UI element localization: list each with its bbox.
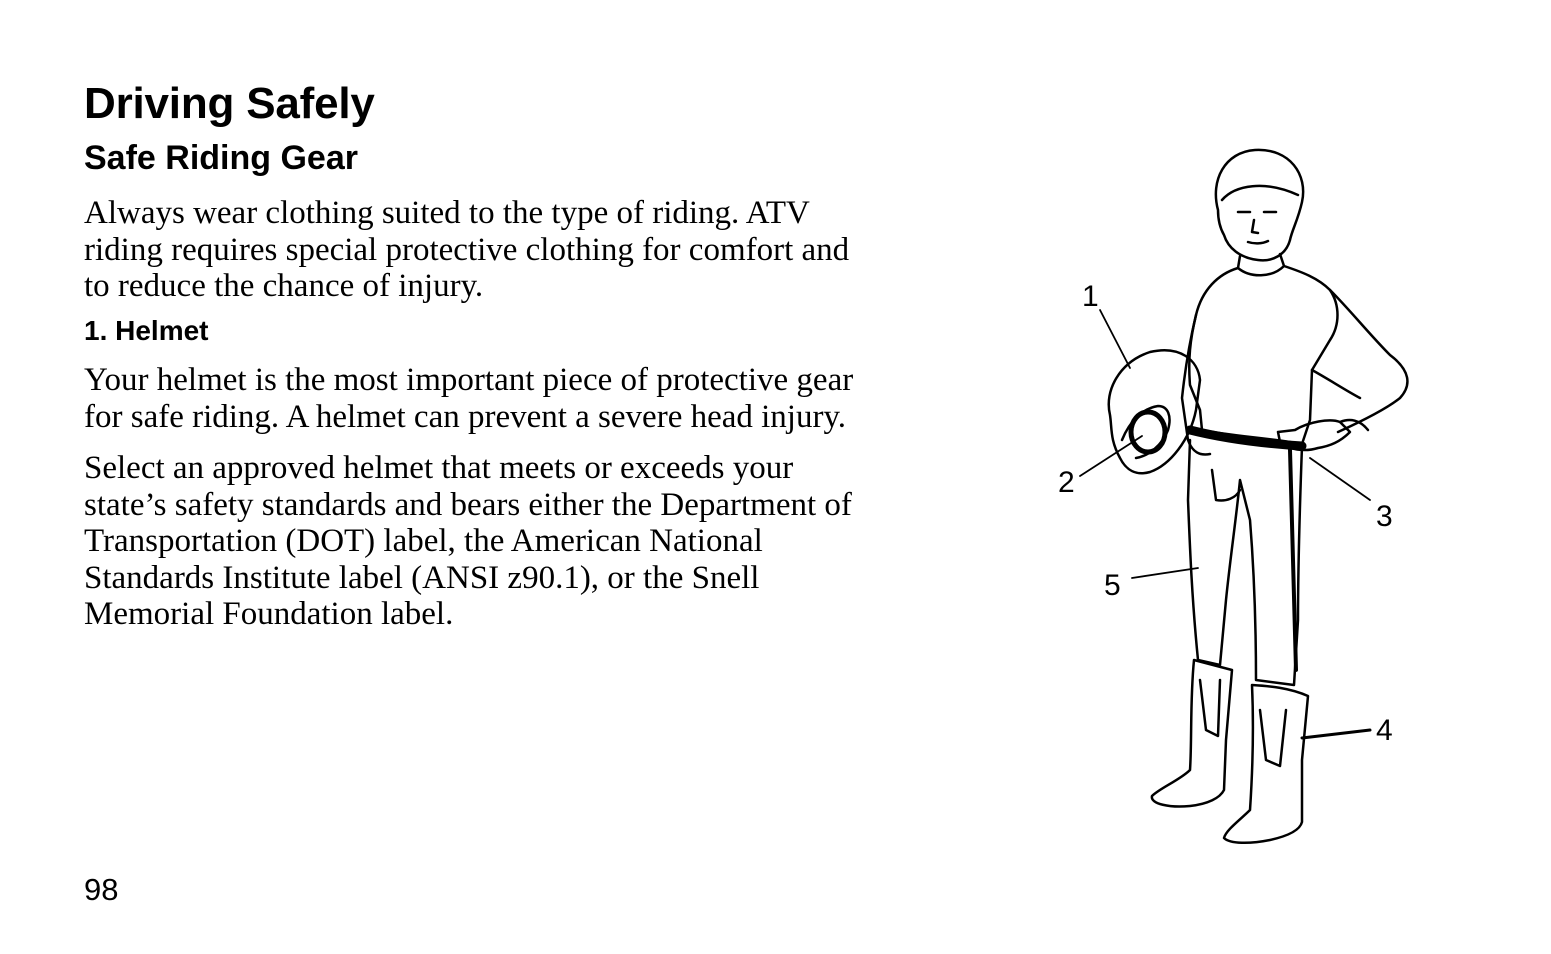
intro-paragraph [84,195,964,305]
rider-torso [1189,266,1337,444]
rider-gear-illustration [1040,140,1460,860]
helmet-paragraph-2 [84,450,964,633]
helmet-line: state’s safety standards and bears either the Department of [84,486,852,523]
intro-line: Always wear clothing suited to the type of riding. ATV [84,195,810,231]
page-heading: Driving Safely [84,79,375,128]
helmet-line: Transportation (DOT) label, the American National [84,523,763,559]
rider-pants [1188,440,1302,685]
page-number: 98 [84,872,119,907]
callout-1: 1 [1082,280,1099,313]
callout-line-2 [1080,436,1142,476]
callout-5: 5 [1104,569,1121,602]
helmet-line: Select an approved helmet that meets or exceeds your [84,450,794,486]
helmet-line: for safe riding. A helmet can prevent a severe head injury. [84,398,847,435]
callout-2: 2 [1058,466,1075,499]
callout-line-5 [1132,568,1198,578]
intro-line: to reduce the chance of injury. [84,268,484,304]
section-subheading: Safe Riding Gear [84,139,358,177]
callout-4: 4 [1376,714,1393,747]
intro-line: riding requires special protective clothing for comfort and [84,231,850,268]
helmet-line: Your helmet is the most important piece of protective gear [84,362,854,398]
helmet-paragraph-1 [84,362,964,435]
rider-boot-right [1224,685,1308,843]
callout-line-1 [1100,310,1130,368]
callout-line-3 [1310,458,1370,500]
callout-3: 3 [1376,500,1393,533]
callout-line-4 [1302,730,1370,738]
helmet-line: Standards Institute label (ANSI z90.1), or the Snell [84,559,760,596]
helmet-title: 1. Helmet [84,315,209,346]
helmet-line: Memorial Foundation label. [84,596,454,632]
